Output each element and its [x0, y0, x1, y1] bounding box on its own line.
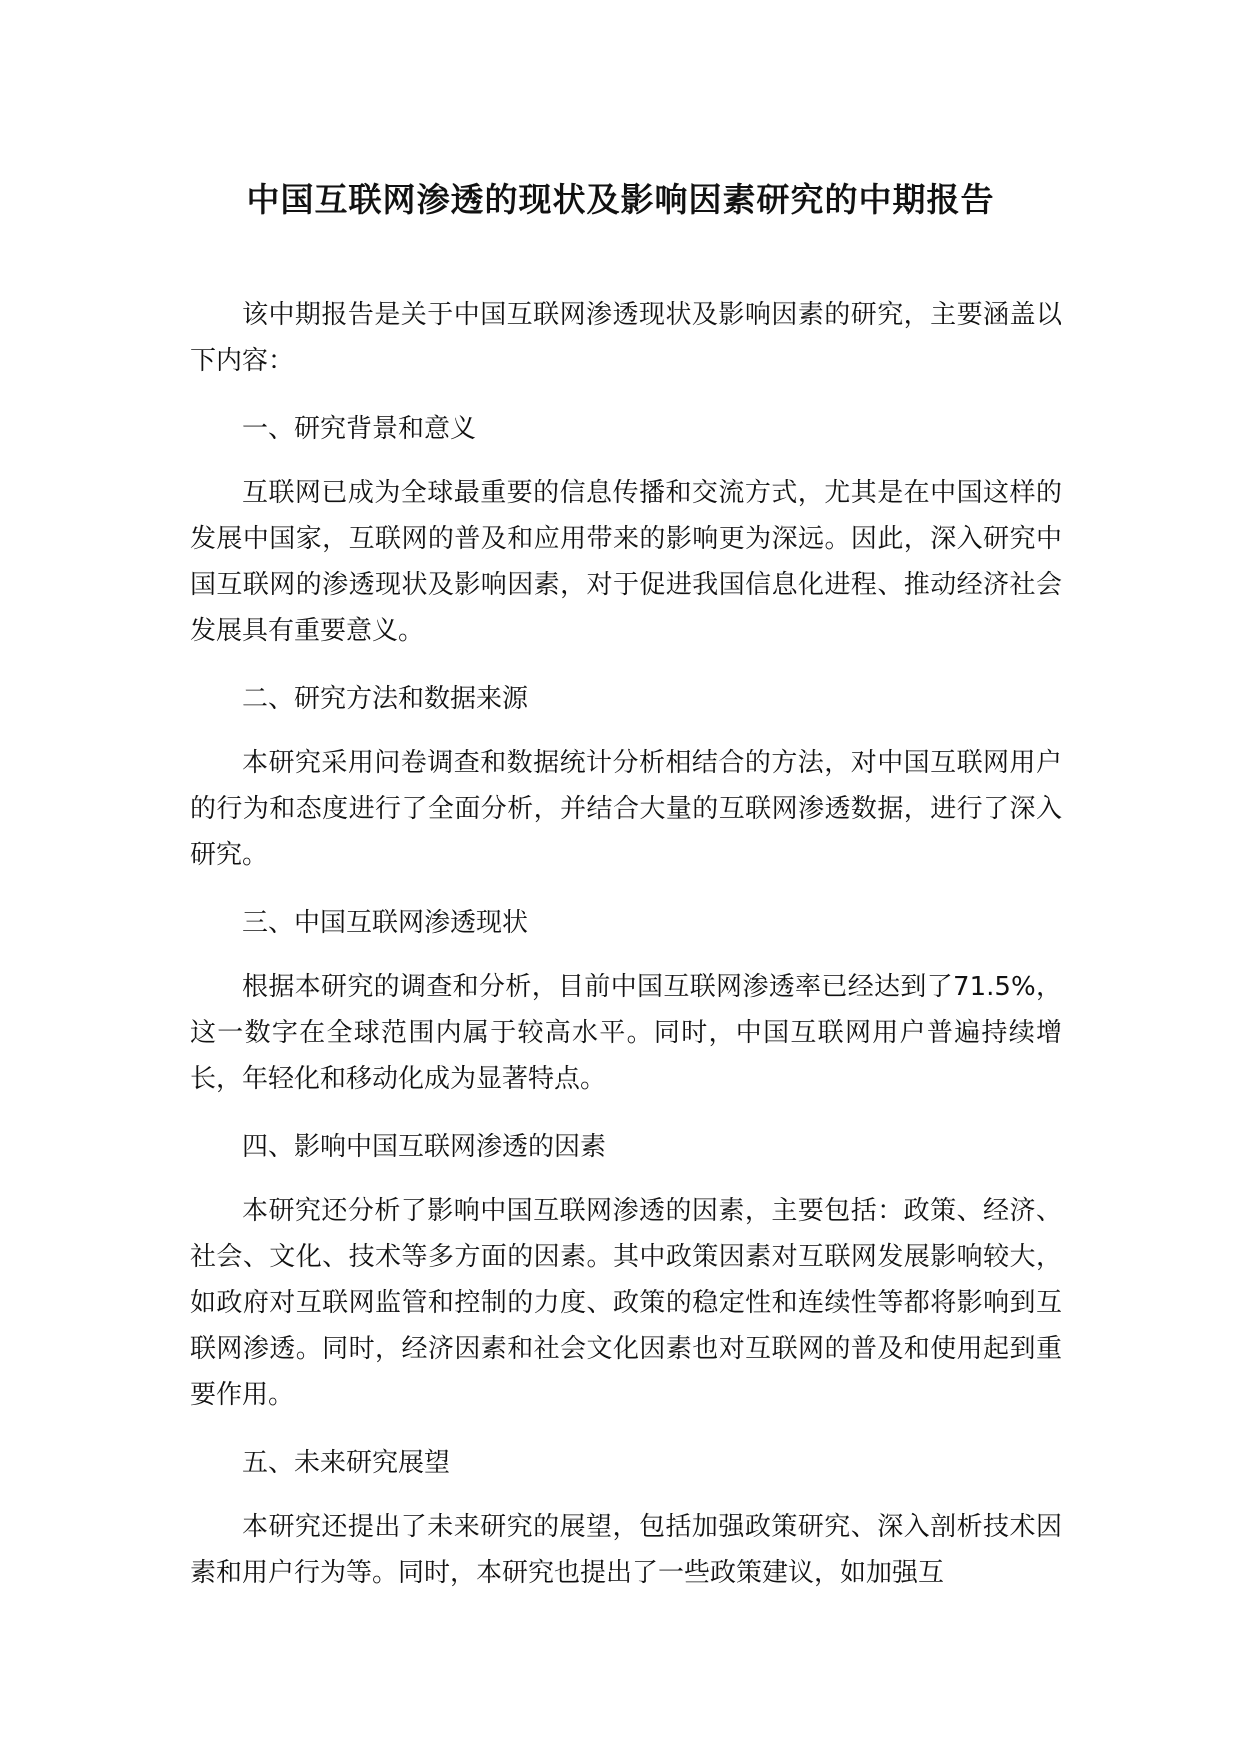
section-heading: 三、中国互联网渗透现状	[242, 908, 529, 938]
document-body	[190, 292, 1062, 1618]
section-paragraph: 互联网已成为全球最重要的信息传播和交流方式，尤其是在中国这样的发展中国家，互联网的普及和应用带来的影响更为深远。因此，深入研究中国互联网的渗透现状及影响因素，对于促进我国信息化进程、推动经济社会发展具有重要意义。	[190, 478, 1062, 646]
section-paragraph: 本研究还提出了未来研究的展望，包括加强政策研究、深入剖析技术因素和用户行为等。同时，本研究也提出了一些政策建议，如加强互	[190, 1512, 1062, 1588]
intro-paragraph: 该中期报告是关于中国互联网渗透现状及影响因素的研究，主要涵盖以下内容：	[190, 300, 1062, 376]
section-paragraph: 本研究采用问卷调查和数据统计分析相结合的方法，对中国互联网用户的行为和态度进行了全面分析，并结合大量的互联网渗透数据，进行了深入研究。	[190, 748, 1062, 870]
section-paragraph: 本研究还分析了影响中国互联网渗透的因素，主要包括：政策、经济、社会、文化、技术等多方面的因素。其中政策因素对互联网发展影响较大，如政府对互联网监管和控制的力度、政策的稳定性和连续性等都将影响到互联网渗透。同时，经济因素和社会文化因素也对互联网的普及和使用起到重要作用。	[190, 1196, 1062, 1410]
section-paragraph: 根据本研究的调查和分析，目前中国互联网渗透率已经达到了71.5%，这一数字在全球范围内属于较高水平。同时，中国互联网用户普遍持续增长，年轻化和移动化成为显著特点。	[190, 972, 1062, 1094]
section-heading: 五、未来研究展望	[242, 1448, 451, 1478]
document-title: 中国互联网渗透的现状及影响因素研究的中期报告	[246, 180, 995, 219]
section-heading: 一、研究背景和意义	[242, 414, 477, 444]
section-heading: 二、研究方法和数据来源	[242, 684, 529, 714]
section-heading: 四、影响中国互联网渗透的因素	[242, 1132, 607, 1162]
